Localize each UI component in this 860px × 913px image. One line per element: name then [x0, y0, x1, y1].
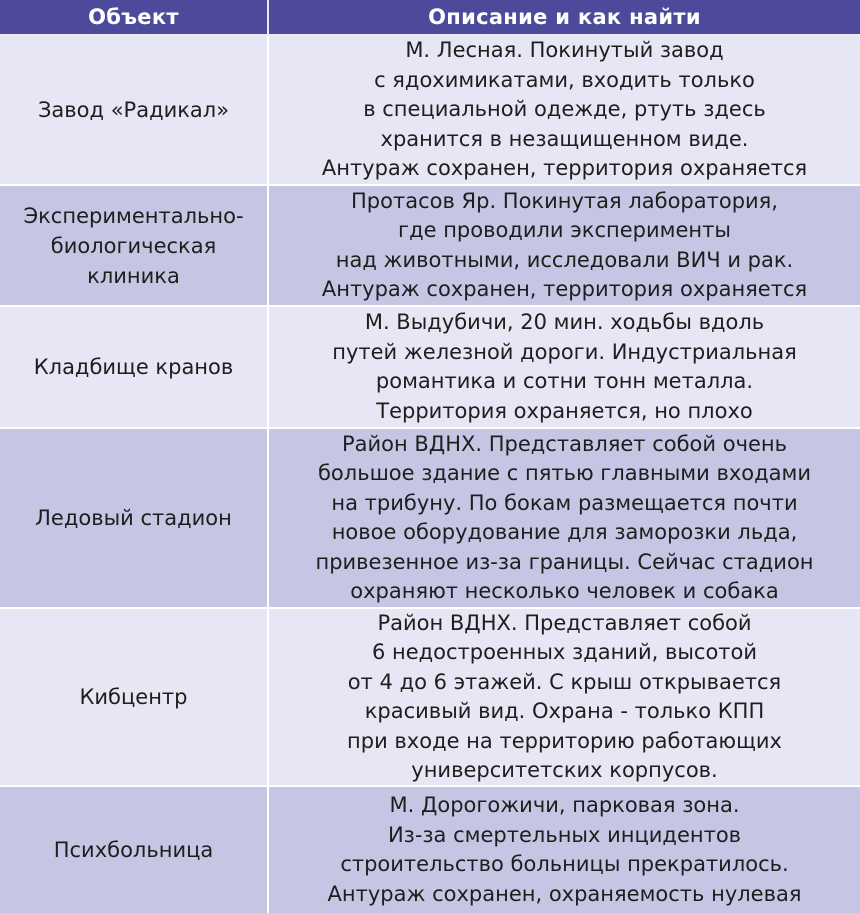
object-name: Экспериментально-биологическая клиника [23, 203, 244, 288]
row-description [269, 787, 860, 913]
description-line: где проводили эксперименты [398, 218, 731, 242]
description-line: романтика и сотни тонн металла. [375, 369, 754, 393]
description-line: М. Выдубичи, 20 мин. ходьбы вдоль [364, 310, 765, 334]
description-line: на трибуну. По бокам размещается почти [331, 490, 798, 515]
description-line: Район ВДНХ. Представляет собой [377, 610, 752, 635]
description-line: 6 недостроенных зданий, высотой [371, 640, 758, 664]
description-line: над животными, исследовали ВИЧ и рак. [335, 247, 794, 272]
description-line: путей железной дороги. Индустриальная [332, 339, 797, 364]
description-line: привезенное из-за границы. Сейчас стадион [315, 549, 814, 574]
description-line: Район ВДНХ. Представляет собой очень [341, 431, 788, 456]
row-name [0, 186, 269, 307]
row-description [269, 186, 860, 307]
row-description [269, 36, 860, 186]
description-line: новое оборудование для заморозки льда, [331, 520, 798, 544]
header-description: Описание и как найти [269, 0, 860, 36]
row-description [269, 307, 860, 429]
description-line: строительство больницы прекратилось. [340, 852, 789, 876]
header-object: Объект [0, 0, 269, 36]
description-line: Антураж сохранен, территория охраняется [321, 277, 808, 301]
description-line: охраняют несколько человек и собака [350, 579, 779, 603]
description-line: красивый вид. Охрана - только КПП [364, 699, 765, 723]
description-line: М. Лесная. Покинутый завод [405, 38, 724, 63]
description-line: М. Дорогожичи, парковая зона. [389, 793, 740, 817]
description-line: Антураж сохранен, охраняемость нулевая [327, 881, 802, 906]
description-line: в специальной одежде, ртуть здесь [363, 97, 766, 122]
description-line: университетских корпусов. [411, 758, 718, 782]
object-name: Психбольница [53, 838, 214, 862]
description-line: Протасов Яр. Покинутая лаборатория, [351, 188, 778, 213]
description-line: большое здание с пятью главными входами [317, 461, 812, 485]
description-line: Антураж сохранен, территория охраняется [321, 156, 808, 181]
object-name: Кибцентр [79, 685, 188, 709]
row-name [0, 36, 269, 186]
description-line: Из-за смертельных инцидентов [387, 822, 742, 847]
description-line: с ядохимикатами, входить только [374, 67, 755, 92]
row-name [0, 307, 269, 429]
object-name: Ледовый стадион [35, 506, 232, 530]
row-name [0, 609, 269, 787]
row-description [269, 609, 860, 787]
description-line: хранится в незащищенном виде. [380, 126, 749, 151]
description-line: при входе на территорию работающих [347, 728, 782, 753]
description-line: от 4 до 6 этажей. С крыш открывается [347, 669, 782, 694]
description-line: Территория охраняется, но плохо [376, 398, 753, 423]
row-name [0, 429, 269, 609]
object-name: Завод «Радикал» [37, 98, 230, 122]
row-name [0, 787, 269, 913]
row-description [269, 429, 860, 609]
object-name: Кладбище кранов [33, 355, 234, 379]
